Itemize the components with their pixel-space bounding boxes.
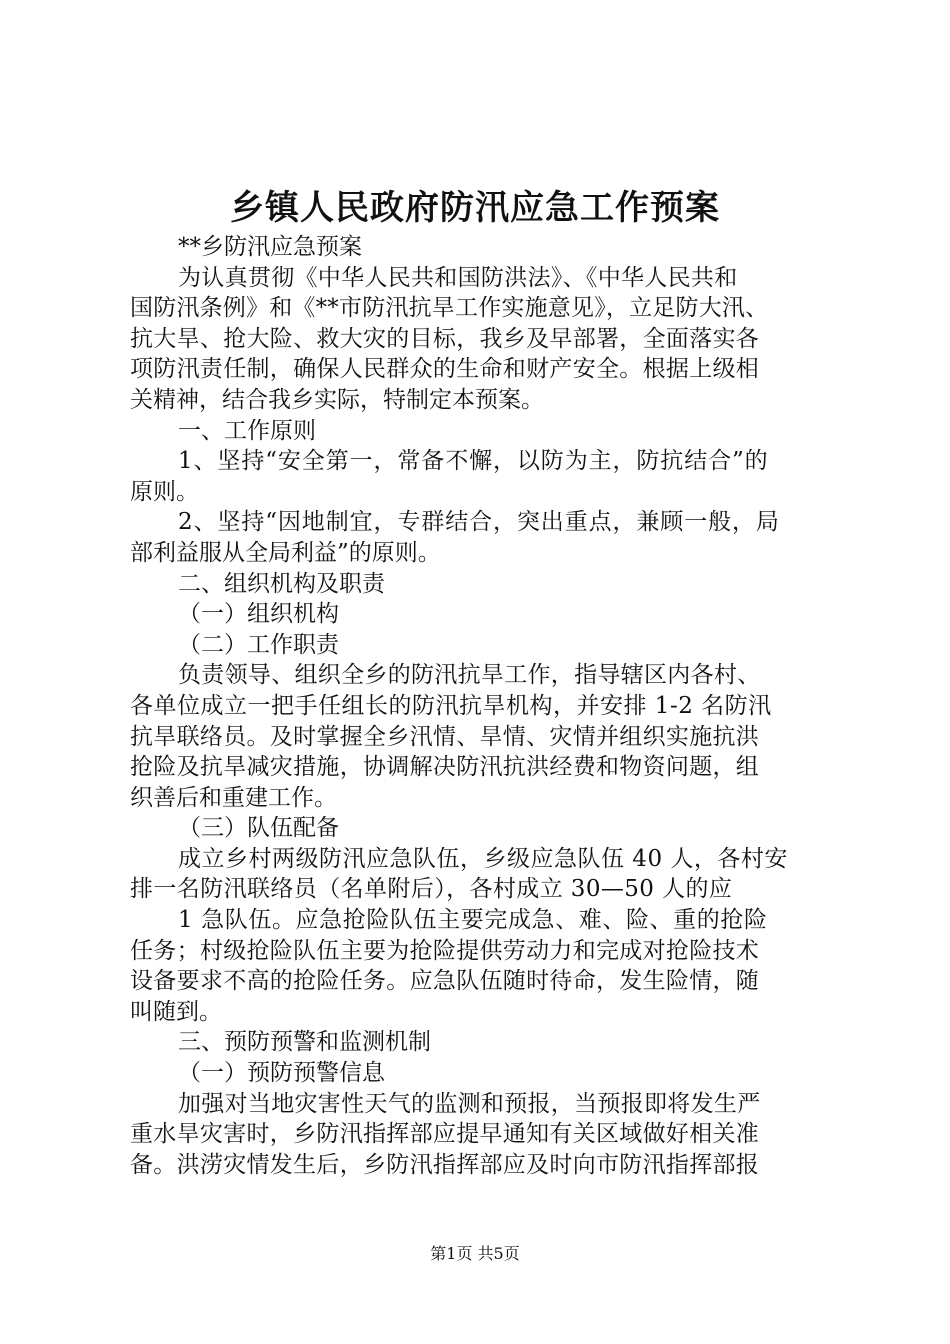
paragraph-line: **乡防汛应急预案 xyxy=(178,234,362,260)
paragraph-line: 1、坚持“安全第一，常备不懈，以防为主，防抗结合”的 xyxy=(178,448,769,475)
paragraph-line: 重水旱灾害时，乡防汛指挥部应提早通知有关区域做好相关准 xyxy=(130,1121,760,1148)
paragraph-line: 成立乡村两级防汛应急队伍，乡级应急队伍 40 人，各村安 xyxy=(178,845,788,872)
paragraph-line: 备。洪涝灾情发生后，乡防汛指挥部应及时向市防汛指挥部报 xyxy=(130,1151,760,1178)
paragraph-line: 1 急队伍。应急抢险队伍主要完成急、难、险、重的抢险 xyxy=(178,907,768,934)
paragraph-line: 三、预防预警和监测机制 xyxy=(178,1029,431,1056)
paragraph-line: 2、坚持“因地制宜，专群结合，突出重点，兼顾一般，局 xyxy=(178,509,780,536)
paragraph-line: 原则。 xyxy=(130,478,199,505)
paragraph-line: 国防汛条例》和《**市防汛抗旱工作实施意见》，立足防大汛、 xyxy=(130,295,769,322)
paragraph-line: 织善后和重建工作。 xyxy=(130,784,337,811)
paragraph-line: 为认真贯彻《中华人民共和国防洪法》、《中华人民共和 xyxy=(178,264,738,291)
paragraph-line: （一）组织机构 xyxy=(178,601,339,628)
paragraph-line: 抗旱联络员。及时掌握全乡汛情、旱情、灾情并组织实施抗洪 xyxy=(130,723,760,750)
paragraph-line: 关精神，结合我乡实际，特制定本预案。 xyxy=(130,386,544,413)
paragraph-line: 各单位成立一把手任组长的防汛抗旱机构，并安排 1-2 名防汛 xyxy=(130,692,772,719)
paragraph-line: 负责领导、组织全乡的防汛抗旱工作，指导辖区内各村、 xyxy=(178,662,761,689)
paragraph-line: 一、工作原则 xyxy=(178,417,316,444)
paragraph-line: 部利益服从全局利益”的原则。 xyxy=(130,539,441,566)
paragraph-line: 抢险及抗旱减灾措施，协调解决防汛抗洪经费和物资问题，组 xyxy=(130,754,760,781)
document-body xyxy=(130,232,830,1180)
paragraph-line: 加强对当地灾害性天气的监测和预报，当预报即将发生严 xyxy=(178,1090,761,1117)
paragraph-line: 排一名防汛联络员（名单附后），各村成立 30—50 人的应 xyxy=(130,876,733,903)
paragraph-line: 抗大旱、抢大险、救大灾的目标，我乡及早部署，全面落实各 xyxy=(130,325,760,352)
page-indicator: 第1页 共5页 xyxy=(430,1244,520,1263)
paragraph-line: （三）队伍配备 xyxy=(178,815,339,842)
paragraph-line: 项防汛责任制，确保人民群众的生命和财产安全。根据上级相 xyxy=(130,356,760,383)
paragraph-line: （一）预防预警信息 xyxy=(178,1060,385,1087)
paragraph-line: （二）工作职责 xyxy=(178,631,339,658)
paragraph-line: 叫随到。 xyxy=(130,998,222,1025)
paragraph-line: 设备要求不高的抢险任务。应急队伍随时待命，发生险情，随 xyxy=(130,968,760,995)
paragraph-line: 二、组织机构及职责 xyxy=(178,570,385,597)
paragraph-line: 任务；村级抢险队伍主要为抢险提供劳动力和完成对抢险技术 xyxy=(130,937,760,964)
document-title: 乡镇人民政府防汛应急工作预案 xyxy=(230,188,720,228)
